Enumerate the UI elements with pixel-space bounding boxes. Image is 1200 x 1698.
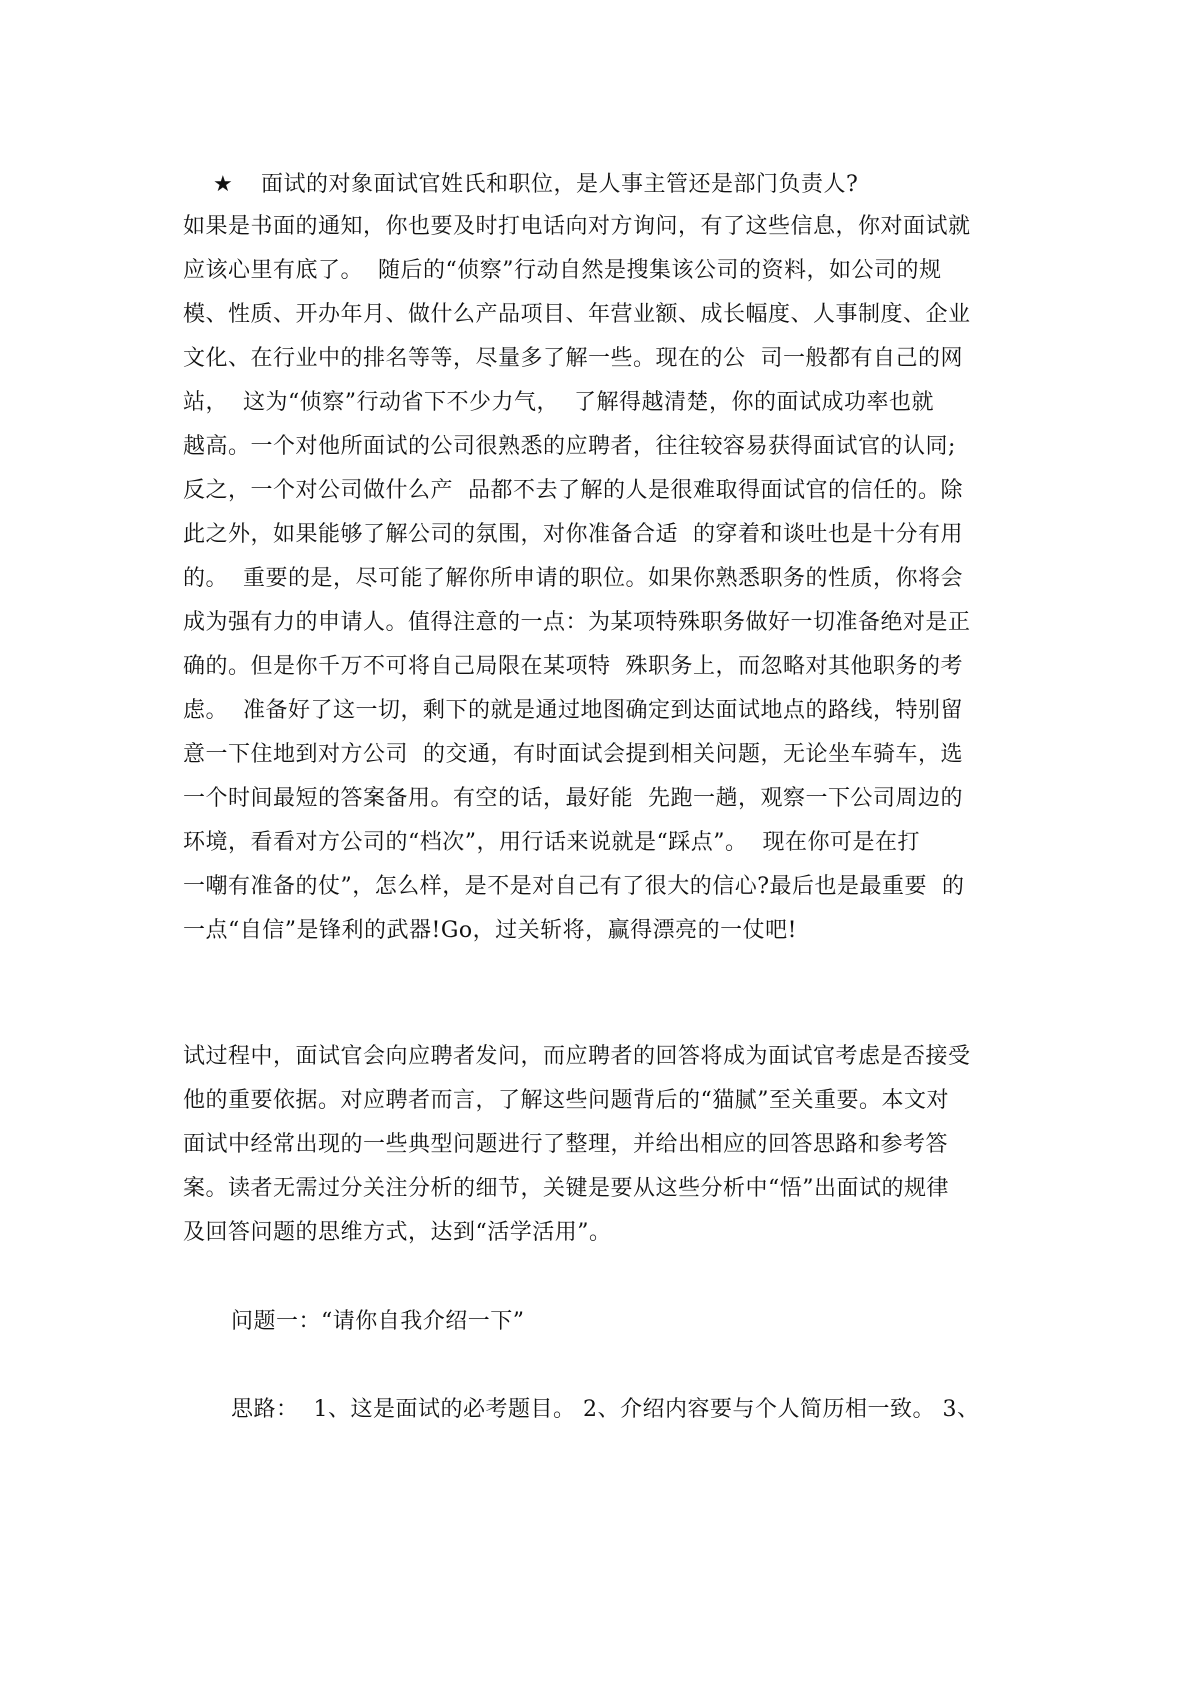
- paragraph-line: 一嘲有准备的仗”，怎么样，是不是对自己有了很大的信心?最后也是最重要 的: [183, 874, 965, 899]
- paragraph-line: 他的重要依据。对应聘者而言，了解这些问题背后的“猫腻”至关重要。本文对: [183, 1088, 949, 1113]
- paragraph-line: 案。读者无需过分关注分析的细节，关键是要从这些分析中“悟”出面试的规律: [183, 1176, 949, 1201]
- paragraph-line: 站， 这为“侦察”行动省下不少力气， 了解得越清楚，你的面试成功率也就: [183, 390, 934, 415]
- paragraph-line: 一点“自信”是锋利的武器!Go，过关斩将，赢得漂亮的一仗吧!: [183, 918, 797, 943]
- paragraph-line: 如果是书面的通知，你也要及时打电话向对方询问，有了这些信息，你对面试就: [183, 214, 971, 239]
- paragraph-line: 环境，看看对方公司的“档次”，用行话来说就是“踩点”。 现在你可是在打: [183, 830, 920, 855]
- paragraph-line: 及回答问题的思维方式，达到“活学活用”。: [183, 1220, 612, 1245]
- paragraph-line: 试过程中，面试官会向应聘者发问，而应聘者的回答将成为面试官考虑是否接受: [183, 1044, 971, 1069]
- paragraph-line: 模、性质、开办年月、做什么产品项目、年营业额、成长幅度、人事制度、企业: [183, 302, 971, 327]
- star-bullet-icon: ★: [212, 172, 234, 197]
- paragraph-line: 此之外，如果能够了解公司的氛围，对你准备合适 的穿着和谈吐也是十分有用: [183, 522, 963, 547]
- paragraph-line: 反之，一个对公司做什么产 品都不去了解的人是很难取得面试官的信任的。除: [183, 478, 963, 503]
- paragraph-line: 越高。一个对他所面试的公司很熟悉的应聘者，往往较容易获得面试官的认同;: [183, 434, 956, 459]
- paragraph-line: 的。 重要的是，尽可能了解你所申请的职位。如果你熟悉职务的性质，你将会: [183, 566, 963, 591]
- paragraph-line: 虑。 准备好了这一切，剩下的就是通过地图确定到达面试地点的路线，特别留: [183, 698, 963, 723]
- heading-text: 面试的对象面试官姓氏和职位，是人事主管还是部门负责人?: [260, 172, 859, 197]
- paragraph-line: 一个时间最短的答案备用。有空的话，最好能 先跑一趟，观察一下公司周边的: [183, 786, 963, 811]
- paragraph-line: 面试中经常出现的一些典型问题进行了整理，并给出相应的回答思路和参考答: [183, 1132, 949, 1157]
- paragraph-line: 意一下住地到对方公司 的交通，有时面试会提到相关问题，无论坐车骑车，选: [183, 742, 963, 767]
- question-1-heading: 问题一：“请你自我介绍一下”: [231, 1309, 525, 1334]
- approach-line: 思路： 1、这是面试的必考题目。 2、介绍内容要与个人简历相一致。 3、: [231, 1397, 980, 1422]
- paragraph-line: 成为强有力的申请人。值得注意的一点：为某项特殊职务做好一切准备绝对是正: [183, 610, 971, 635]
- paragraph-line: 确的。但是你千万不可将自己局限在某项特 殊职务上，而忽略对其他职务的考: [183, 654, 963, 679]
- paragraph-line: 文化、在行业中的排名等等，尽量多了解一些。现在的公 司一般都有自己的网: [183, 346, 963, 371]
- paragraph-line: 应该心里有底了。 随后的“侦察”行动自然是搜集该公司的资料，如公司的规: [183, 258, 942, 283]
